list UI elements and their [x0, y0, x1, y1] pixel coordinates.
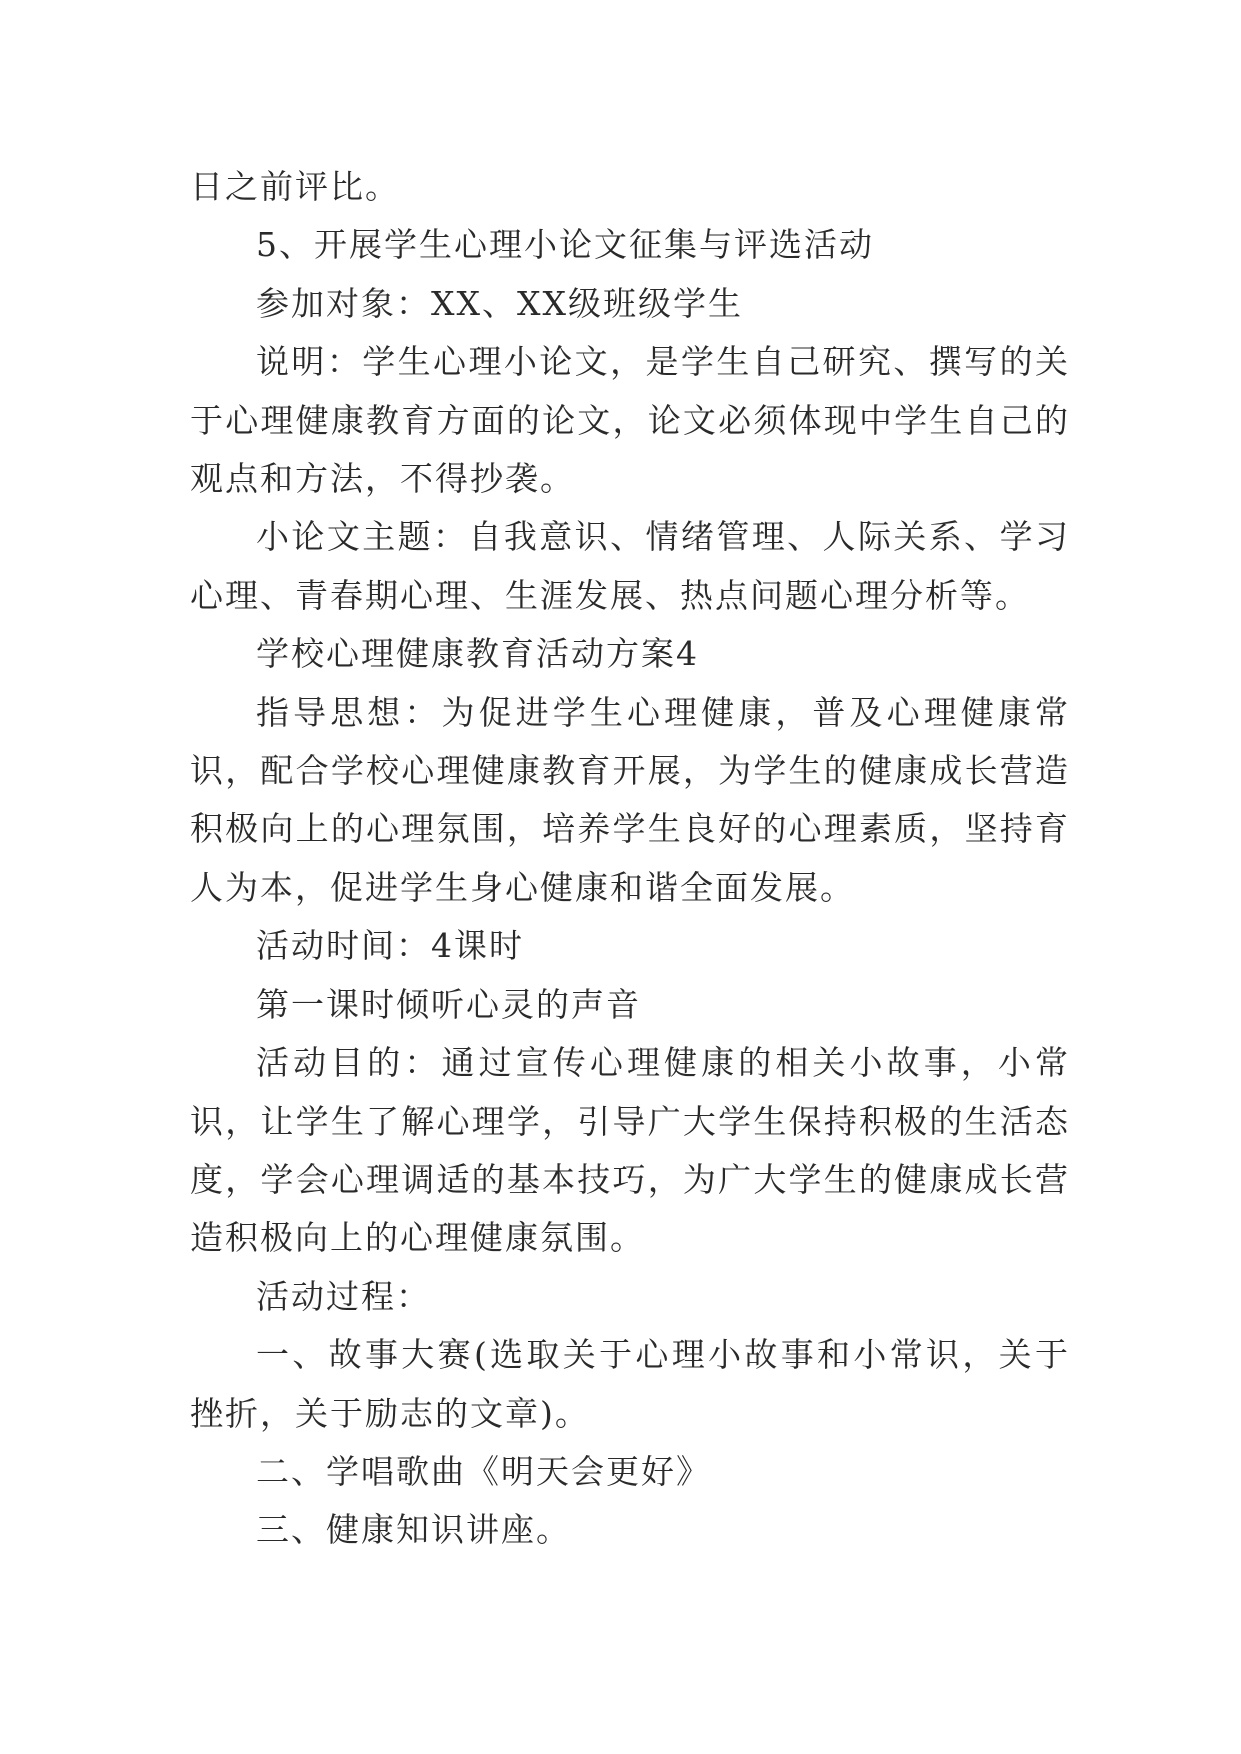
paragraph: 活动时间：4课时 [256, 926, 524, 966]
paragraph: 日之前评比。 [190, 167, 400, 206]
paragraph: 说明：学生心理小论文，是学生自己研究、撰写的关于心理健康教育方面的论文，论文必须体现中学生自己的观点和方法，不得抄袭。 [190, 342, 1070, 499]
paragraph: 活动过程： [256, 1276, 431, 1316]
document-body [190, 158, 1070, 1560]
section-heading: 学校心理健康教育活动方案4 [256, 634, 699, 674]
paragraph: 指导思想：为促进学生心理健康，普及心理健康常识，配合学校心理健康教育开展，为学生的健康成长营造积极向上的心理氛围，培养学生良好的心理素质，坚持育人为本，促进学生身心健康和谐全面发展。 [190, 692, 1070, 907]
paragraph: 活动目的：通过宣传心理健康的相关小故事，小常识，让学生了解心理学，引导广大学生保持积极的生活态度，学会心理调适的基本技巧，为广大学生的健康成长营造积极向上的心理健康氛围。 [190, 1043, 1070, 1258]
paragraph: 小论文主题：自我意识、情绪管理、人际关系、学习心理、青春期心理、生涯发展、热点问题心理分析等。 [190, 517, 1070, 615]
list-item: 一、故事大赛(选取关于心理小故事和小常识，关于挫折，关于励志的文章)。 [190, 1335, 1070, 1433]
paragraph: 参加对象：XX、XX级班级学生 [256, 283, 743, 323]
section-heading: 5、开展学生心理小论文征集与评选活动 [256, 225, 874, 265]
list-item: 二、学唱歌曲《明天会更好》 [256, 1451, 711, 1491]
section-heading: 第一课时倾听心灵的声音 [256, 984, 641, 1024]
list-item: 三、健康知识讲座。 [256, 1510, 571, 1550]
